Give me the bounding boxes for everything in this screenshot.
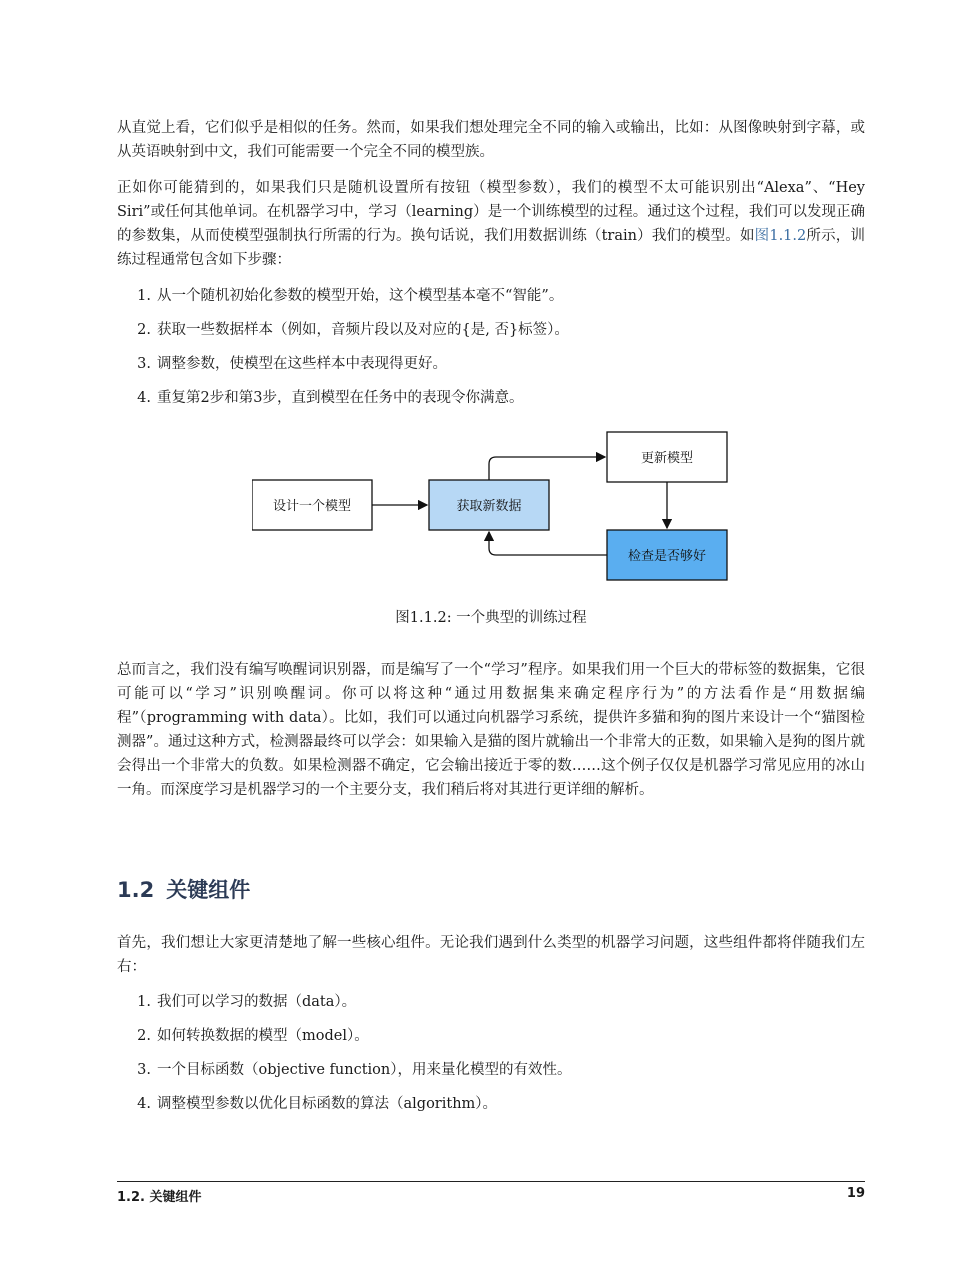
figure-caption: 图1.1.2: 一个典型的训练过程: [395, 610, 587, 626]
training-process-figure: [252, 430, 732, 590]
footer-divider: [117, 1181, 865, 1182]
key-components-list: [129, 992, 849, 1128]
paragraph-learning: [117, 176, 865, 272]
figure-reference-link[interactable]: 图1.1.2: [754, 228, 807, 244]
paragraph-learning-text: 正如你可能猜到的，如果我们只是随机设置所有按钮（模型参数），我们的模型不太可能识别出“Alexa”、“Hey Siri”或任何其他单词。在机器学习中，学习（learning）是一个训练模型的过程。通过这个过程，我们可以发现正确的参数集，从而使模型强制执行所需的行为。换句话说，我们用数据训练（train）我们的模型。如: [117, 180, 865, 244]
paragraph-intro: 从直觉上看，它们似乎是相似的任务。然而，如果我们想处理完全不同的输入或输出，比如：从图像映射到字幕，或从英语映射到中文，我们可能需要一个完全不同的模型族。: [117, 120, 865, 160]
list-item: 1. 我们可以学习的数据（data）。: [137, 994, 357, 1010]
list-item: 1. 从一个随机初始化参数的模型开始，这个模型基本毫不“智能”。: [137, 288, 564, 304]
box-fetch-data-label: 获取新数据: [456, 499, 522, 514]
list-item: 2. 如何转换数据的模型（model）。: [137, 1028, 369, 1044]
footer-section: 1.2. 关键组件: [117, 1190, 202, 1205]
list-item: 4. 调整模型参数以优化目标函数的算法（algorithm）。: [137, 1096, 498, 1112]
list-item: 4. 重复第2步和第3步，直到模型在任务中的表现令你满意。: [137, 390, 524, 406]
list-item: 3. 调整参数，使模型在这些样本中表现得更好。: [137, 356, 447, 372]
box-design-model-label: 设计一个模型: [272, 499, 352, 514]
paragraph-components-intro: 首先，我们想让大家更清楚地了解一些核心组件。无论我们遇到什么类型的机器学习问题，这些组件都将伴随我们左右：: [117, 935, 865, 975]
paragraph-summary: 总而言之，我们没有编写唤醒词识别器，而是编写了一个“学习”程序。如果我们用一个巨大的带标签的数据集，它很可能可以“学习”识别唤醒词。你可以将这种“通过用数据集来确定程序行为”的方法看作是“用数据编程”（programming with data）。比如，我们可以通过向机器学习系统，提供许多猫和狗的图片来设计一个“猫图检测器”。通过这种方式，检测器最终可以学会：如果输入是猫的图片就输出一个非常大的正数，如果输入是狗的图片就会得出一个非常大的负数。如果检测器不确定，它会输出接近于零的数……这个例子仅仅是机器学习常见应用的冰山一角。而深度学习是机器学习的一个主要分支，我们稍后将对其进行更详细的解析。: [117, 662, 865, 798]
training-process-diagram: [252, 430, 732, 590]
section-number: 1.2: [117, 878, 155, 902]
list-item: 3. 一个目标函数（objective function），用来量化模型的有效性。: [137, 1062, 572, 1078]
training-steps-list: [129, 286, 849, 422]
paragraph-learning-tail: 所示，训练过程通常包含如下步骤：: [117, 228, 865, 268]
page-number: 19: [846, 1186, 865, 1201]
page-footer: [117, 1186, 865, 1205]
list-item: 2. 获取一些数据样本（例如，音频片段以及对应的{是, 否}标签）。: [137, 322, 569, 338]
section-heading: [117, 874, 250, 904]
section-title: 关键组件: [166, 878, 251, 902]
box-update-model-label: 更新模型: [640, 451, 694, 466]
arrow-fetch-to-update: [489, 457, 605, 480]
arrow-check-to-fetch: [489, 532, 607, 555]
box-check-good-label: 检查是否够好: [627, 549, 707, 564]
